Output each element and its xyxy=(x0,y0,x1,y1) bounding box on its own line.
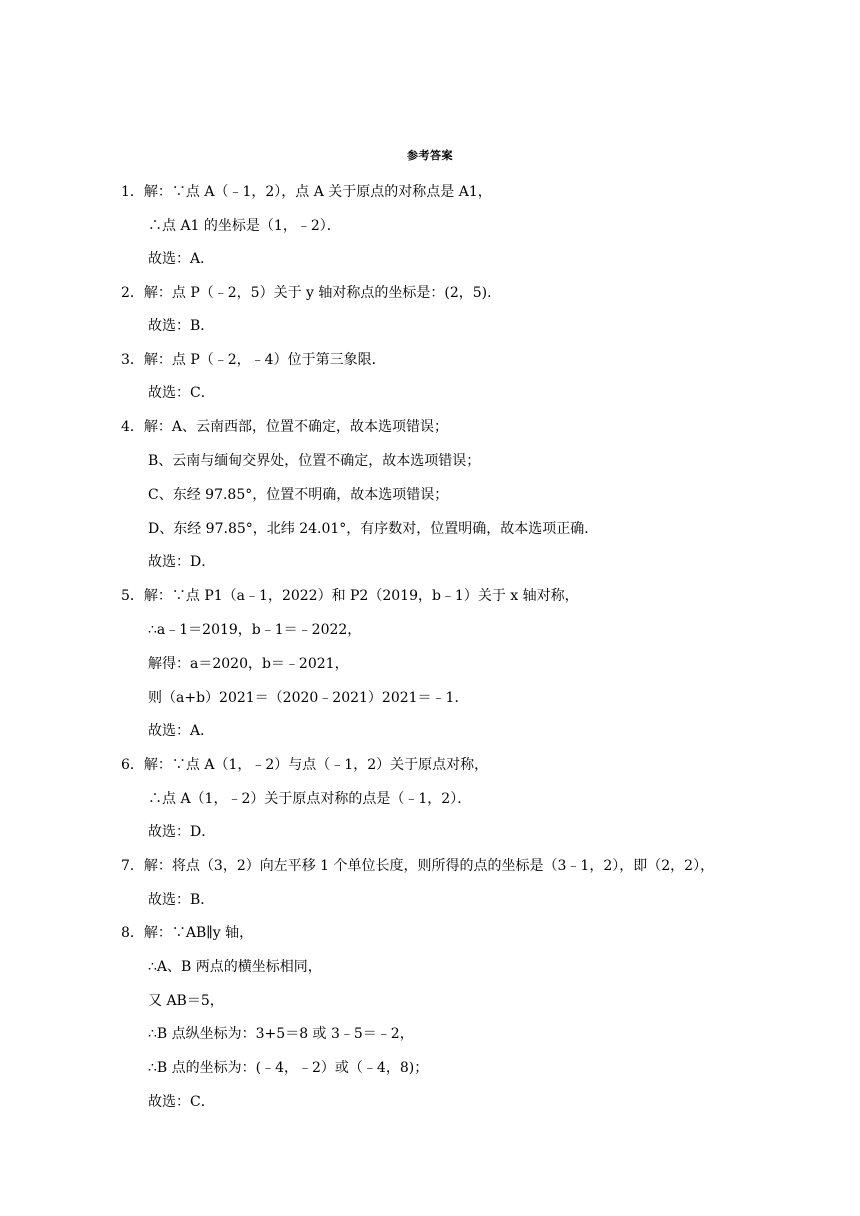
answer-1-line-3: 故选：A． xyxy=(148,251,215,267)
answer-7-line-1: 7．解：将点（3，2）向左平移 1 个单位长度，则所得的点的坐标是（3﹣1，2），即（2，2）， xyxy=(121,858,715,874)
answer-4-line-3: C、东经 97.85°，位置不明确，故本选项错误； xyxy=(148,487,449,503)
answer-8-line-1: 8．解：∵AB∥y 轴， xyxy=(121,925,254,941)
answer-7-line-2: 故选：B． xyxy=(148,892,215,908)
answer-4-line-5: 故选：D． xyxy=(148,554,216,570)
answer-6-line-2: ∴点 A（1，﹣2）关于原点对称的点是（﹣1，2）． xyxy=(148,791,472,807)
answer-2-line-2: 故选：B． xyxy=(148,318,215,334)
answer-8-line-5: ∴B 点的坐标为：(﹣4，﹣2）或（﹣4，8)； xyxy=(148,1060,429,1076)
answer-4-line-2: B、云南与缅甸交界处，位置不确定，故本选项错误； xyxy=(148,453,481,469)
answer-5-line-4: 则（a+b）2021＝（2020﹣2021）2021＝﹣1． xyxy=(148,690,469,706)
answer-3-line-2: 故选：C． xyxy=(148,385,215,401)
answer-6-line-1: 6．解：∵点 A（1，﹣2）与点（﹣1，2）关于原点对称， xyxy=(121,757,489,773)
answer-5-line-3: 解得：a＝2020，b＝﹣2021， xyxy=(148,656,349,672)
answer-2-line-1: 2．解：点 P（﹣2，5）关于 y 轴对称点的坐标是：(2，5)． xyxy=(121,285,502,301)
answer-1-line-2: ∴点 A1 的坐标是（1，﹣2）． xyxy=(148,218,341,234)
answer-8-line-6: 故选：C． xyxy=(148,1094,215,1110)
answer-5-line-5: 故选：A． xyxy=(148,723,215,739)
answer-3-line-1: 3．解：点 P（﹣2，﹣4）位于第三象限． xyxy=(121,352,386,368)
answer-8-line-2: ∴A、B 两点的横坐标相同， xyxy=(148,959,322,975)
answer-4-line-1: 4．解：A、云南西部，位置不确定，故本选项错误； xyxy=(121,419,449,435)
answer-8-line-3: 又 AB＝5， xyxy=(148,993,224,1009)
answer-5-line-2: ∴a﹣1＝2019，b﹣1＝﹣2022， xyxy=(148,622,362,638)
answer-6-line-3: 故选：D． xyxy=(148,824,216,840)
answer-5-line-1: 5．解：∵点 P1（a﹣1，2022）和 P2（2019，b﹣1）关于 x 轴对称， xyxy=(121,588,579,604)
answer-1-line-1: 1．解：∵点 A（﹣1，2），点 A 关于原点的对称点是 A1， xyxy=(121,184,492,200)
page-title: 参考答案 xyxy=(407,149,453,162)
answer-8-line-4: ∴B 点纵坐标为：3+5＝8 或 3﹣5＝﹣2， xyxy=(148,1026,414,1042)
answer-4-line-4: D、东经 97.85°，北纬 24.01°，有序数对，位置明确，故本选项正确． xyxy=(148,521,599,537)
